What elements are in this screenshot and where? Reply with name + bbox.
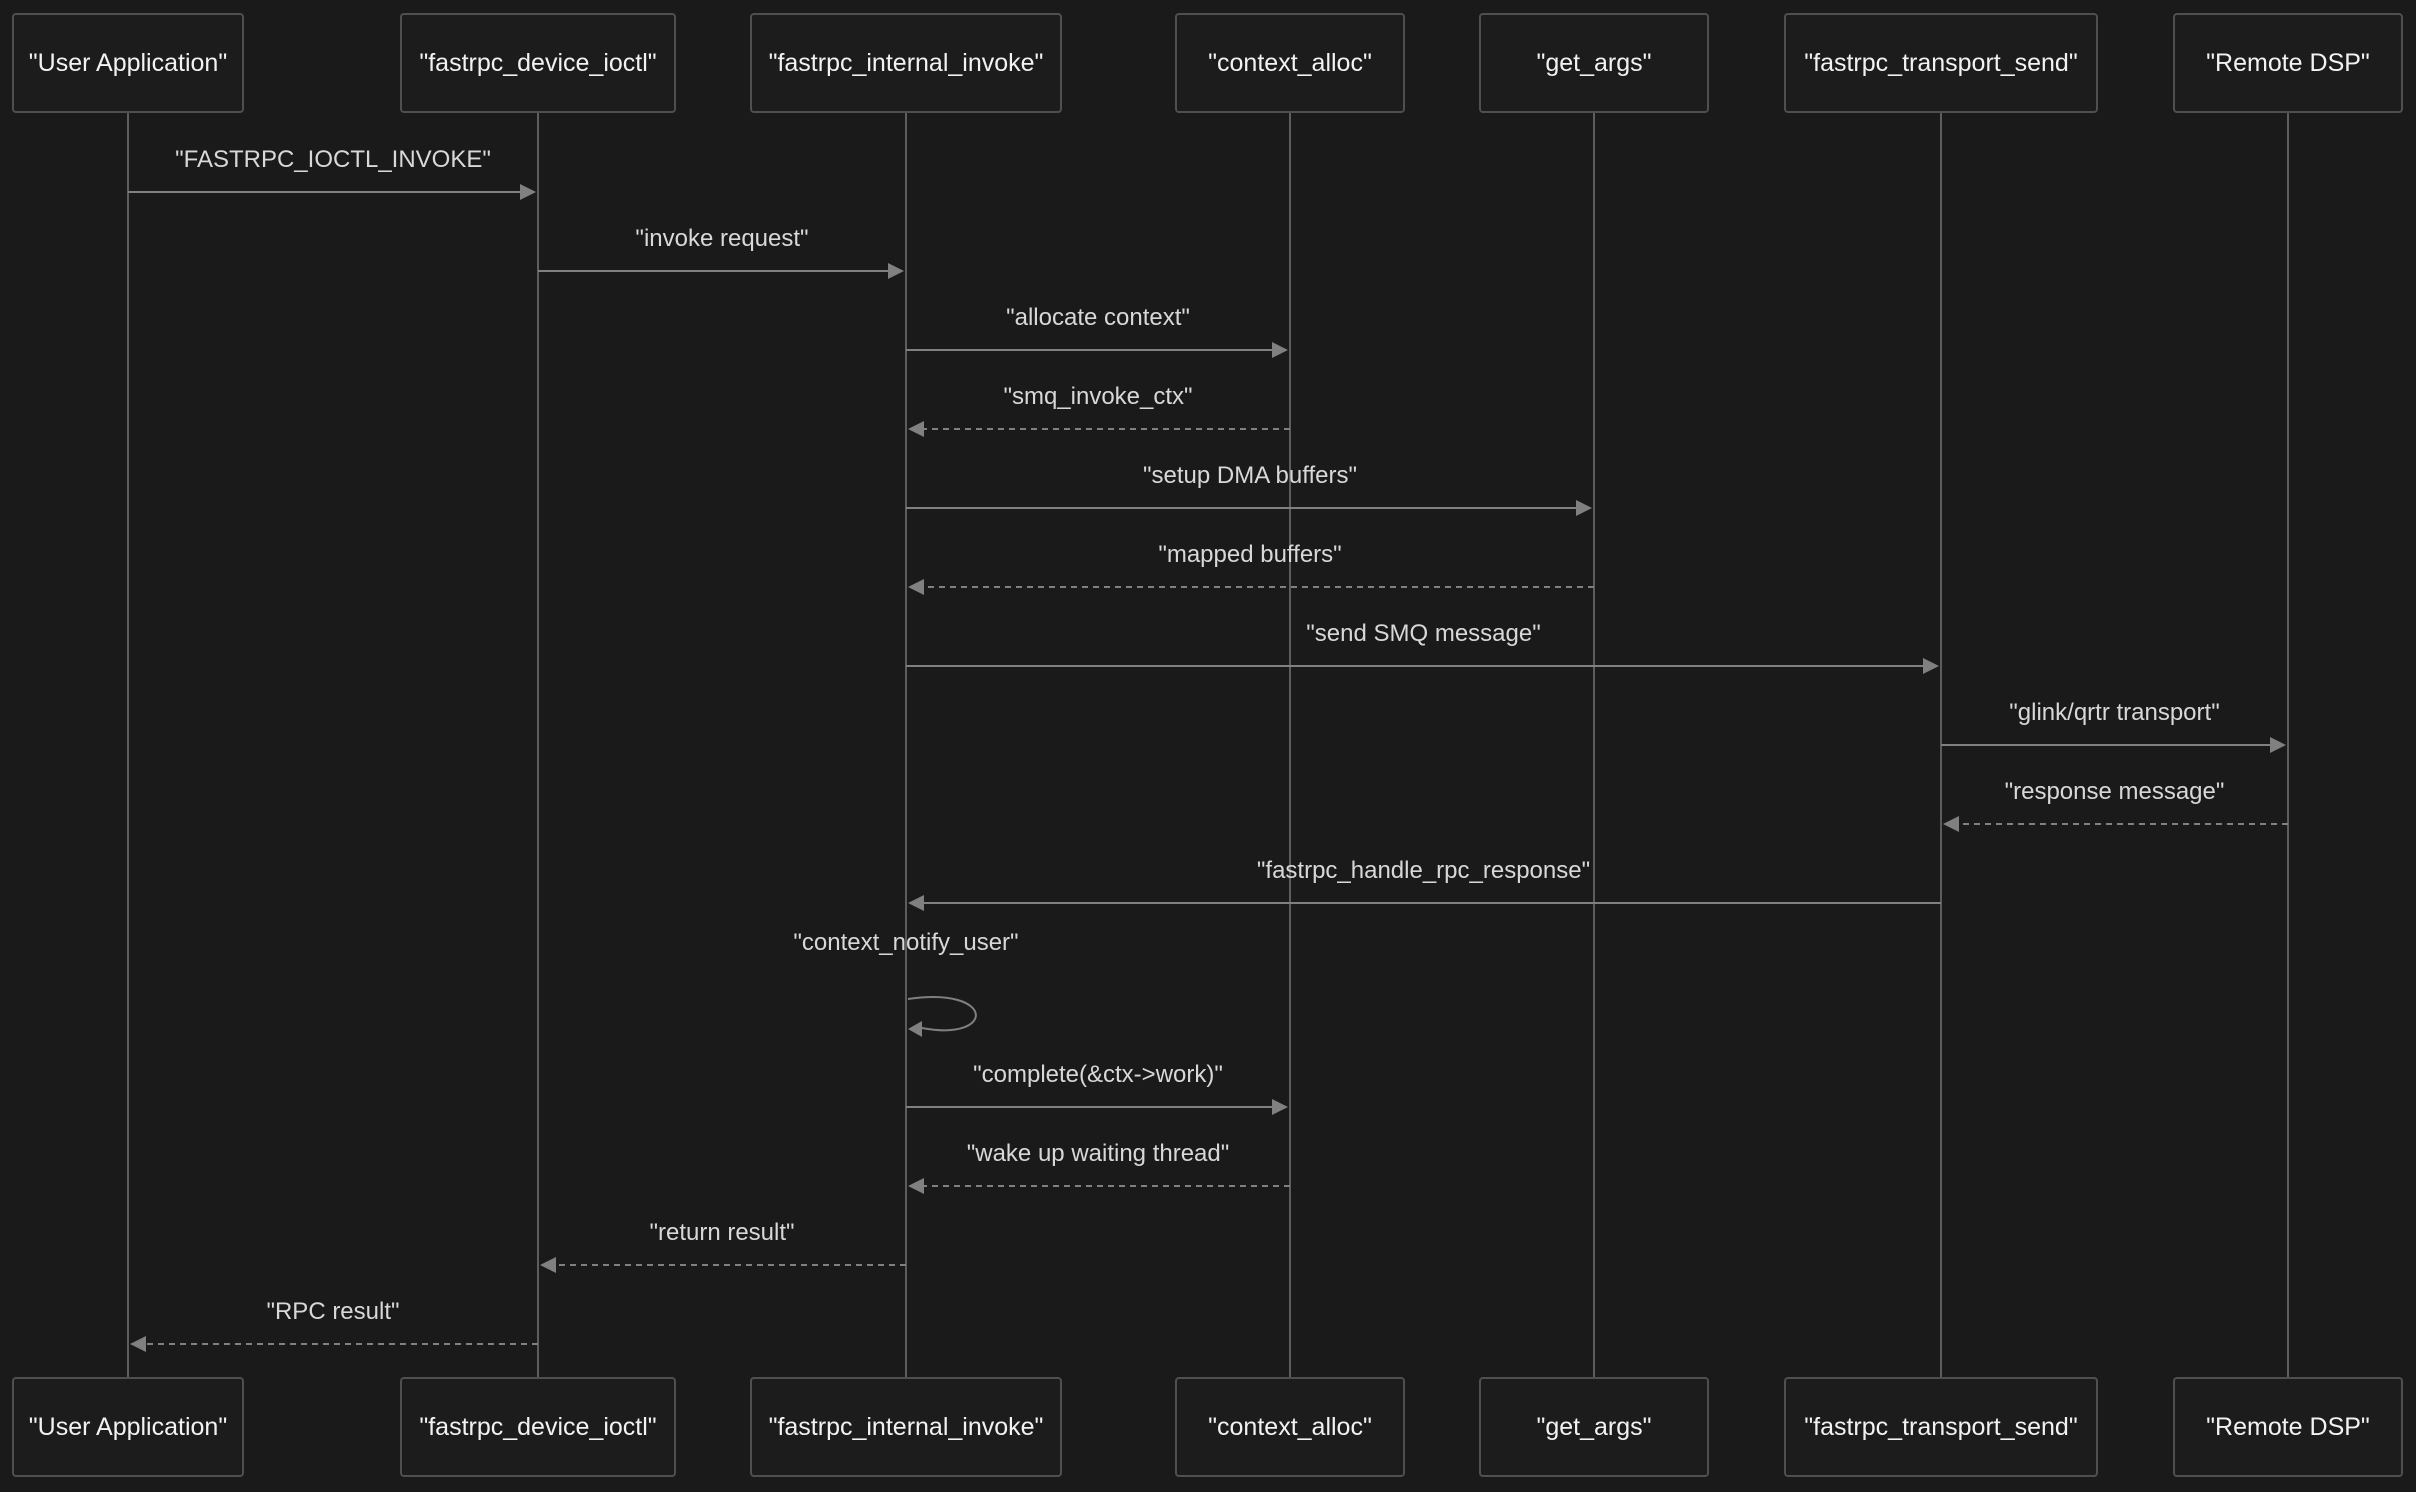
message-label: "RPC result": [266, 1298, 400, 1325]
messages: [128, 146, 2288, 1352]
message: [130, 1298, 538, 1352]
arrowhead: [888, 263, 904, 279]
arrowhead: [540, 1257, 556, 1273]
arrowhead: [908, 579, 924, 595]
arrowhead: [908, 895, 924, 911]
message: [908, 857, 1941, 911]
message: [540, 1219, 906, 1273]
arrowhead: [908, 1178, 924, 1194]
participant-label: "fastrpc_device_ioctl": [419, 1413, 657, 1441]
message: [1943, 778, 2288, 832]
participant-label: "get_args": [1536, 1413, 1652, 1441]
message-label: "smq_invoke_ctx": [1003, 383, 1193, 410]
participant-get_args-top: [1480, 14, 1708, 112]
participant-fastrpc_internal_invoke-bottom: [751, 1378, 1061, 1476]
participant-label: "fastrpc_device_ioctl": [419, 49, 657, 77]
arrowhead: [520, 184, 536, 200]
message: [908, 541, 1594, 595]
participant-label: "Remote DSP": [2206, 1413, 2370, 1441]
participant-fastrpc_device_ioctl-bottom: [401, 1378, 675, 1476]
message-label: "send SMQ message": [1306, 620, 1541, 647]
participant-fastrpc_transport_send-bottom: [1785, 1378, 2097, 1476]
participant-label: "fastrpc_transport_send": [1804, 1413, 2078, 1441]
message-label: "glink/qrtr transport": [2009, 699, 2220, 726]
participant-label: "fastrpc_transport_send": [1804, 49, 2078, 77]
arrowhead: [1272, 1099, 1288, 1115]
arrowhead: [1272, 342, 1288, 358]
message: [1941, 699, 2286, 753]
message: [906, 462, 1592, 516]
message: [906, 1061, 1288, 1115]
message: [908, 1140, 1290, 1194]
participants-top: [13, 14, 2402, 112]
participant-remote_dsp-top: [2174, 14, 2402, 112]
arrowhead: [1943, 816, 1959, 832]
arrowhead: [2270, 737, 2286, 753]
participant-label: "context_alloc": [1208, 49, 1372, 77]
message-label: "return result": [649, 1219, 795, 1246]
arrowhead: [908, 1021, 922, 1037]
participant-remote_dsp-bottom: [2174, 1378, 2402, 1476]
participant-context_alloc-top: [1176, 14, 1404, 112]
participant-user_application-bottom: [13, 1378, 243, 1476]
arrowhead: [130, 1336, 146, 1352]
participant-label: "fastrpc_internal_invoke": [768, 49, 1044, 77]
message: [906, 304, 1288, 358]
message-label: "context_notify_user": [793, 929, 1019, 956]
message-label: "fastrpc_handle_rpc_response": [1256, 857, 1591, 884]
message-label: "mapped buffers": [1158, 541, 1342, 568]
message-label: "wake up waiting thread": [966, 1140, 1230, 1167]
message-label: "FASTRPC_IOCTL_INVOKE": [175, 146, 491, 173]
message-label: "setup DMA buffers": [1142, 462, 1358, 489]
message-label: "allocate context": [1006, 304, 1190, 331]
message: [538, 225, 904, 279]
arrowhead: [1576, 500, 1592, 516]
participants-bottom: [13, 1378, 2402, 1476]
participant-context_alloc-bottom: [1176, 1378, 1404, 1476]
participant-label: "User Application": [28, 1413, 228, 1441]
participant-get_args-bottom: [1480, 1378, 1708, 1476]
participant-label: "User Application": [28, 49, 228, 77]
participant-fastrpc_internal_invoke-top: [751, 14, 1061, 112]
participant-user_application-top: [13, 14, 243, 112]
message: [128, 146, 536, 200]
message: [906, 620, 1939, 674]
participant-fastrpc_transport_send-top: [1785, 14, 2097, 112]
arrowhead: [1923, 658, 1939, 674]
message-label: "response message": [2004, 778, 2225, 805]
arrowhead: [908, 421, 924, 437]
participant-label: "get_args": [1536, 49, 1652, 77]
participant-label: "context_alloc": [1208, 1413, 1372, 1441]
participant-label: "fastrpc_internal_invoke": [768, 1413, 1044, 1441]
participant-fastrpc_device_ioctl-top: [401, 14, 675, 112]
message-label: "complete(&ctx->work)": [973, 1061, 1223, 1088]
message: [908, 383, 1290, 437]
message-label: "invoke request": [635, 225, 809, 252]
participant-label: "Remote DSP": [2206, 49, 2370, 77]
